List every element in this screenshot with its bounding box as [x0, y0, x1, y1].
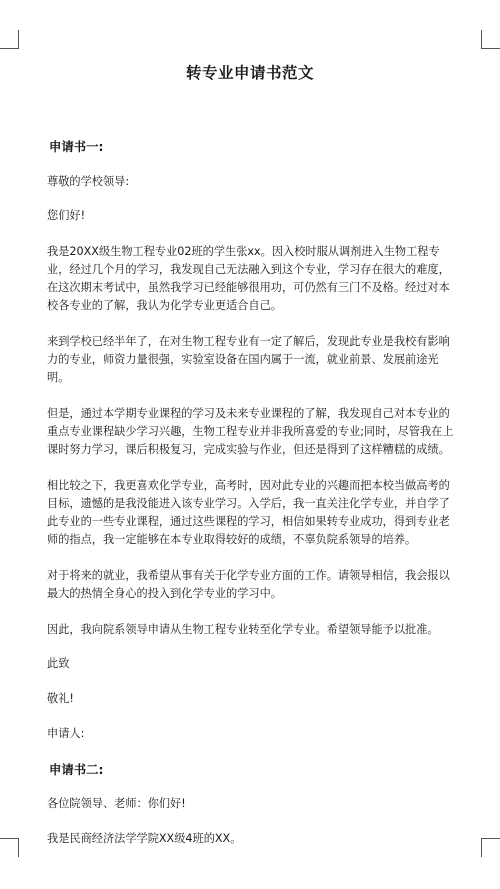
greeting: 您们好!: [47, 209, 86, 222]
paragraph: 来到学校已经半年了，在对生物工程专业有一定了解后，发现此专业是我校有影响力的专业，师资力量很强，实验室设备在国内属于一流，就业前景、发展前途光明。: [47, 335, 450, 384]
paragraph: 对于将来的就业，我希望从事有关于化学专业方面的工作。请领导相信，我会报以最大的热情全身心的投入到化学专业的学习中。: [47, 569, 450, 600]
salutation: 各位院领导、老师：你们好!: [47, 797, 186, 810]
section-heading: 申请书一:: [49, 139, 104, 154]
crop-mark: [18, 838, 19, 857]
crop-mark: [0, 48, 18, 49]
paragraph: 但是，通过本学期专业课程的学习及未来专业课程的了解，我发现自己对本专业的重点专业课程缺少学习兴趣，生物工程专业并非我所喜爱的专业;同时，尽管我在上课时努力学习，课后积极复习，完成实验与作业，但还是得到了这样糟糕的成绩。: [47, 407, 454, 456]
closing-line: 此致: [47, 657, 70, 670]
section-heading: 申请书二:: [49, 762, 104, 777]
crop-mark: [18, 30, 19, 49]
crop-mark: [481, 30, 482, 49]
paragraph: 我是20XX级生物工程专业02班的学生张xx。因入校时服从调剂进入生物工程专业，经过几个月的学习，我发现自己无法融入到这个专业，学习存在很大的难度，在这次期末考试中，虽然我学习已经能够很用功，可仍然有三门不及格。经过对本校各专业的了解，我认为化学专业更适合自己。: [47, 245, 450, 312]
signature-line: 申请人:: [47, 727, 85, 740]
paragraph: 我是民商经济法学学院XX级4班的XX。: [47, 832, 242, 845]
crop-mark: [0, 838, 18, 839]
paragraph: 相比较之下，我更喜欢化学专业，高考时，因对此专业的兴趣而把本校当做高考的目标，遗憾的是我没能进入该专业学习。入学后，我一直关注化学专业，并自学了此专业的一些专业课程，通过这些课程的学习，相信如果转专业成功，得到专业老师的指点，我一定能够在本专业取得较好的成绩，不辜负院系领导的培养。: [47, 479, 450, 546]
paragraph: 因此，我向院系领导申请从生物工程专业转至化学专业。希望领导能予以批准。: [47, 623, 439, 636]
crop-mark: [482, 48, 500, 49]
document-body: [47, 138, 457, 848]
crop-mark: [481, 838, 482, 857]
document-title: 转专业申请书范文: [185, 64, 314, 82]
crop-mark: [482, 838, 500, 839]
closing-line: 敬礼!: [47, 692, 74, 705]
salutation: 尊敬的学校领导:: [47, 175, 130, 188]
